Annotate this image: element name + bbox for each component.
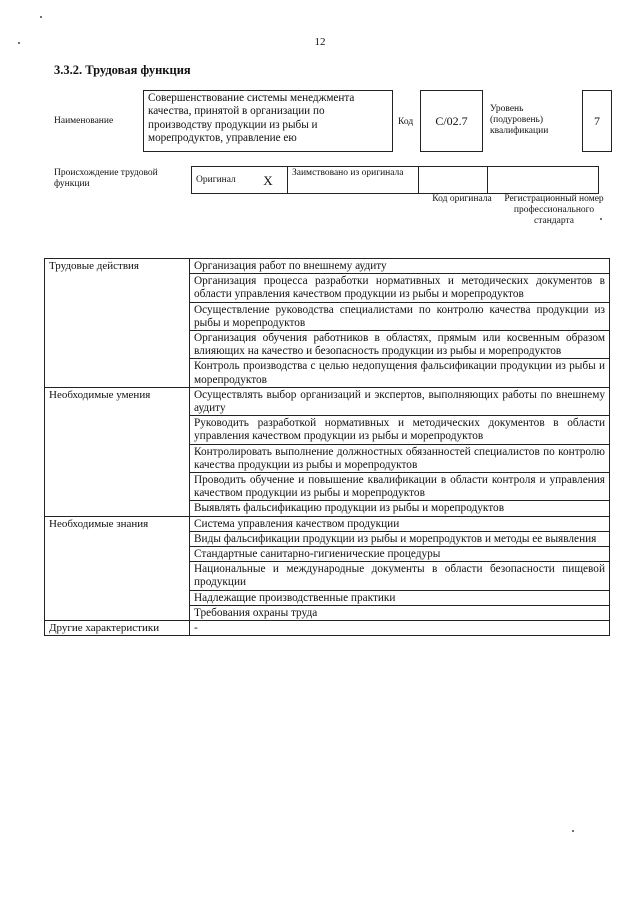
reg-number-cell xyxy=(488,167,599,194)
code-caption: Код оригинала xyxy=(432,194,492,204)
table-row xyxy=(45,387,610,415)
table-cell: Организация работ по внешнему аудиту xyxy=(190,259,610,274)
table-cell: Требования охраны труда xyxy=(190,605,610,620)
section-title: 3.3.2. Трудовая функция xyxy=(54,63,191,77)
table-cell: Организация процесса разработки нормативных и методических документов в области управления качеством продукции из рыбы и морепродуктов xyxy=(190,274,610,302)
section-label: Необходимые знания xyxy=(45,516,190,620)
table-cell: Выявлять фальсификацию продукции из рыбы и морепродуктов xyxy=(190,501,610,516)
table-cell: Проводить обучение и повышение квалификации в области контроля и управления качеством продукции из рыбы и морепродуктов xyxy=(190,473,610,501)
table-row xyxy=(45,621,610,636)
origin-label: Происхождение трудовой функции xyxy=(54,168,158,189)
scan-speck xyxy=(40,16,42,18)
section-label: Необходимые умения xyxy=(45,387,190,516)
name-label: Наименование xyxy=(54,116,114,126)
table-cell: Осуществлять выбор организаций и экспертов, выполняющих работы по внешнему аудиту xyxy=(190,387,610,415)
table-cell: Контролировать выполнение должностных обязанностей специалистов по контролю качества продукции из рыбы и морепродуктов xyxy=(190,444,610,472)
level-box: 7 xyxy=(582,90,612,152)
table-cell: Надлежащие производственные практики xyxy=(190,590,610,605)
table-cell: Руководить разработкой нормативных и методических документов в области управления качеством продукции из рыбы и морепродуктов xyxy=(190,416,610,444)
table-cell: Организация обучения работников в областях, прямым или косвенным образом влияющих на качество и безопасность продукции из рыбы и морепродуктов xyxy=(190,331,610,359)
table-cell: Национальные и международные документы в области безопасности пищевой продукции xyxy=(190,562,610,590)
table-cell: Виды фальсификации продукции из рыбы и морепродуктов и методы ее выявления xyxy=(190,531,610,546)
function-name-box: Совершенствование системы менеджмента качества, принятой в организации по производству продукции из рыбы и морепродуктов, управление ею xyxy=(143,90,393,152)
origin-table xyxy=(191,166,599,194)
scan-speck xyxy=(572,830,574,832)
table-cell: - xyxy=(190,621,610,636)
function-details-table xyxy=(44,258,610,636)
table-cell: Контроль производства с целью недопущения фальсификации продукции из рыбы и морепродуктов xyxy=(190,359,610,387)
table-row xyxy=(45,516,610,531)
code-label: Код xyxy=(398,117,414,127)
original-label: Оригинал xyxy=(192,167,250,194)
original-mark: X xyxy=(249,167,288,194)
table-row xyxy=(45,259,610,274)
function-code-box: C/02.7 xyxy=(420,90,483,152)
reg-caption: Регистрационный номер профессионального стандарта xyxy=(504,194,604,226)
section-label: Другие характеристики xyxy=(45,621,190,636)
borrowed-label: Заимствовано из оригинала xyxy=(288,167,419,194)
section-label: Трудовые действия xyxy=(45,259,190,388)
table-cell: Стандартные санитарно-гигиенические процедуры xyxy=(190,547,610,562)
table-cell: Осуществление руководства специалистами по контролю качества продукции из рыбы и морепродуктов xyxy=(190,302,610,330)
page-number: 12 xyxy=(314,36,326,48)
table-cell: Система управления качеством продукции xyxy=(190,516,610,531)
original-code-cell xyxy=(419,167,488,194)
level-label: Уровень (подуровень) квалификации xyxy=(490,104,549,136)
